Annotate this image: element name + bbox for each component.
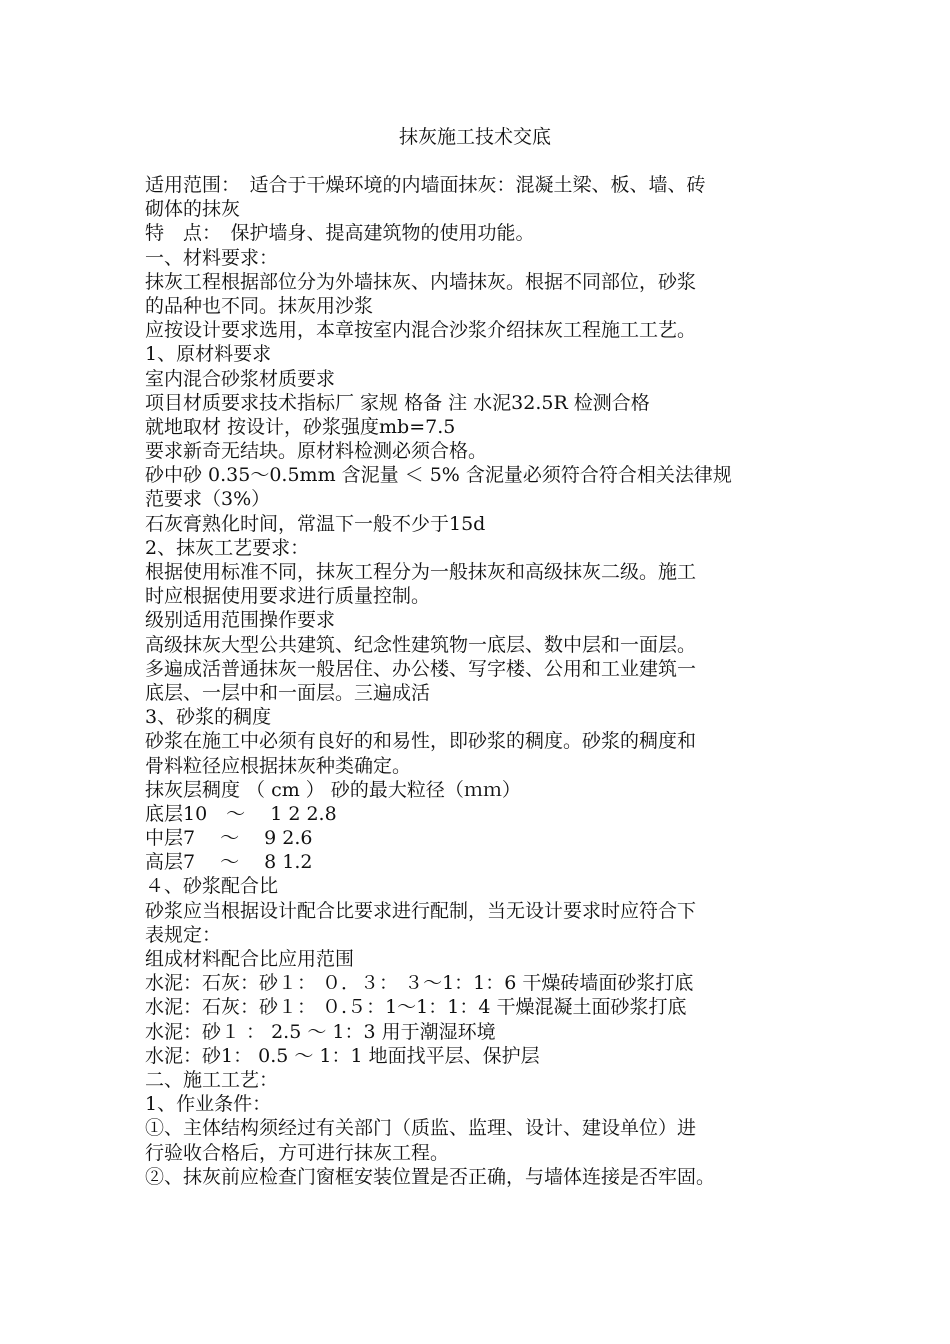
body-line: 高级抹灰大型公共建筑、纪念性建筑物一底层、数中层和一面层。 — [145, 633, 697, 656]
body-line: 底层、一层中和一面层。三遍成活 — [145, 681, 431, 704]
body-line: 表规定： — [145, 923, 222, 946]
subsection-heading: ４、砂浆配合比 — [145, 875, 279, 898]
subsection-heading: 2、抹灰工艺要求： — [145, 536, 310, 559]
body-line: ①、主体结构须经过有关部门（质监、监理、设计、建设单位）进 — [145, 1117, 697, 1140]
body-line: 级别适用范围操作要求 — [145, 609, 336, 632]
body-line: 抹灰工程根据部位分为外墙抹灰、内墙抹灰。根据不同部位，砂浆 — [145, 270, 697, 293]
body-line: ②、抹灰前应检查门窗框安装位置是否正确，与墙体连接是否牢固。 — [145, 1165, 716, 1188]
body-line: 要求新奇无结块。原材料检测必须合格。 — [145, 440, 488, 463]
body-line: 行验收合格后，方可进行抹灰工程。 — [145, 1141, 450, 1164]
body-line: 的品种也不同。抹灰用沙浆 — [145, 294, 374, 317]
subsection-heading: 1、原材料要求 — [145, 343, 272, 366]
body-line: 底层10 ～ 1 2 2.8 — [145, 802, 337, 825]
body-line: 水泥：砂１ ： 2.5 ～ 1：3 用于潮湿环境 — [145, 1020, 496, 1043]
body-line: 砂中砂 0.35～0.5mm 含泥量 ＜ 5% 含泥量必须符合符合相关法律规 — [145, 464, 732, 487]
body-line: 水泥：石灰：砂１： ０.５：1～1：1：4 干燥混凝土面砂浆打底 — [145, 996, 687, 1019]
section-heading: 一、材料要求： — [145, 246, 279, 269]
body-line: 组成材料配合比应用范围 — [145, 948, 355, 970]
subsection-heading: 3、砂浆的稠度 — [145, 706, 272, 729]
body-line: 范要求（3%） — [145, 488, 271, 511]
body-line: 石灰膏熟化时间，常温下一般不少于15d — [145, 512, 486, 535]
body-line: 适用范围： 适合于干燥环境的内墙面抹灰：混凝土梁、板、墙、砖 — [145, 174, 706, 196]
body-line: 项目材质要求技术指标厂 家规 格备 注 水泥32.5R 检测合格 — [145, 391, 650, 414]
body-line: 特 点： 保护墙身、提高建筑物的使用功能。 — [145, 222, 535, 245]
section-heading: 二、施工工艺： — [145, 1068, 279, 1091]
document-title: 抹灰施工技术交底 — [398, 126, 551, 148]
document-body — [145, 173, 825, 1189]
body-line: 高层7 ～ 8 1.2 — [145, 851, 313, 874]
body-line: 骨料粒径应根据抹灰种类确定。 — [145, 754, 412, 777]
body-line: 应按设计要求选用，本章按室内混合沙浆介绍抹灰工程施工工艺。 — [145, 319, 697, 342]
body-line: 室内混合砂浆材质要求 — [145, 367, 336, 390]
body-line: 砌体的抹灰 — [145, 198, 241, 221]
body-line: 抹灰层稠度 （ cm ） 砂的最大粒径（ｍｍ） — [145, 778, 521, 801]
body-line: 水泥：砂1： 0.5 ～ 1：1 地面找平层、保护层 — [145, 1044, 540, 1067]
body-line: 多遍成活普通抹灰一般居住、办公楼、写字楼、公用和工业建筑一 — [145, 657, 697, 680]
body-line: 砂浆在施工中必须有良好的和易性，即砂浆的稠度。砂浆的稠度和 — [145, 730, 697, 753]
body-line: 时应根据使用要求进行质量控制。 — [145, 585, 431, 608]
body-line: 中层7 ～ 9 2.6 — [145, 827, 313, 850]
body-line: 水泥：石灰：砂１： ０．３： ３～1：1：6 干燥砖墙面砂浆打底 — [145, 972, 694, 995]
body-line: 就地取材 按设计，砂浆强度mb=7.5 — [145, 415, 456, 438]
body-line: 根据使用标准不同，抹灰工程分为一般抹灰和高级抹灰二级。施工 — [145, 561, 697, 583]
subsection-heading: 1、作业条件： — [145, 1093, 272, 1116]
body-line: 砂浆应当根据设计配合比要求进行配制，当无设计要求时应符合下 — [145, 899, 697, 922]
